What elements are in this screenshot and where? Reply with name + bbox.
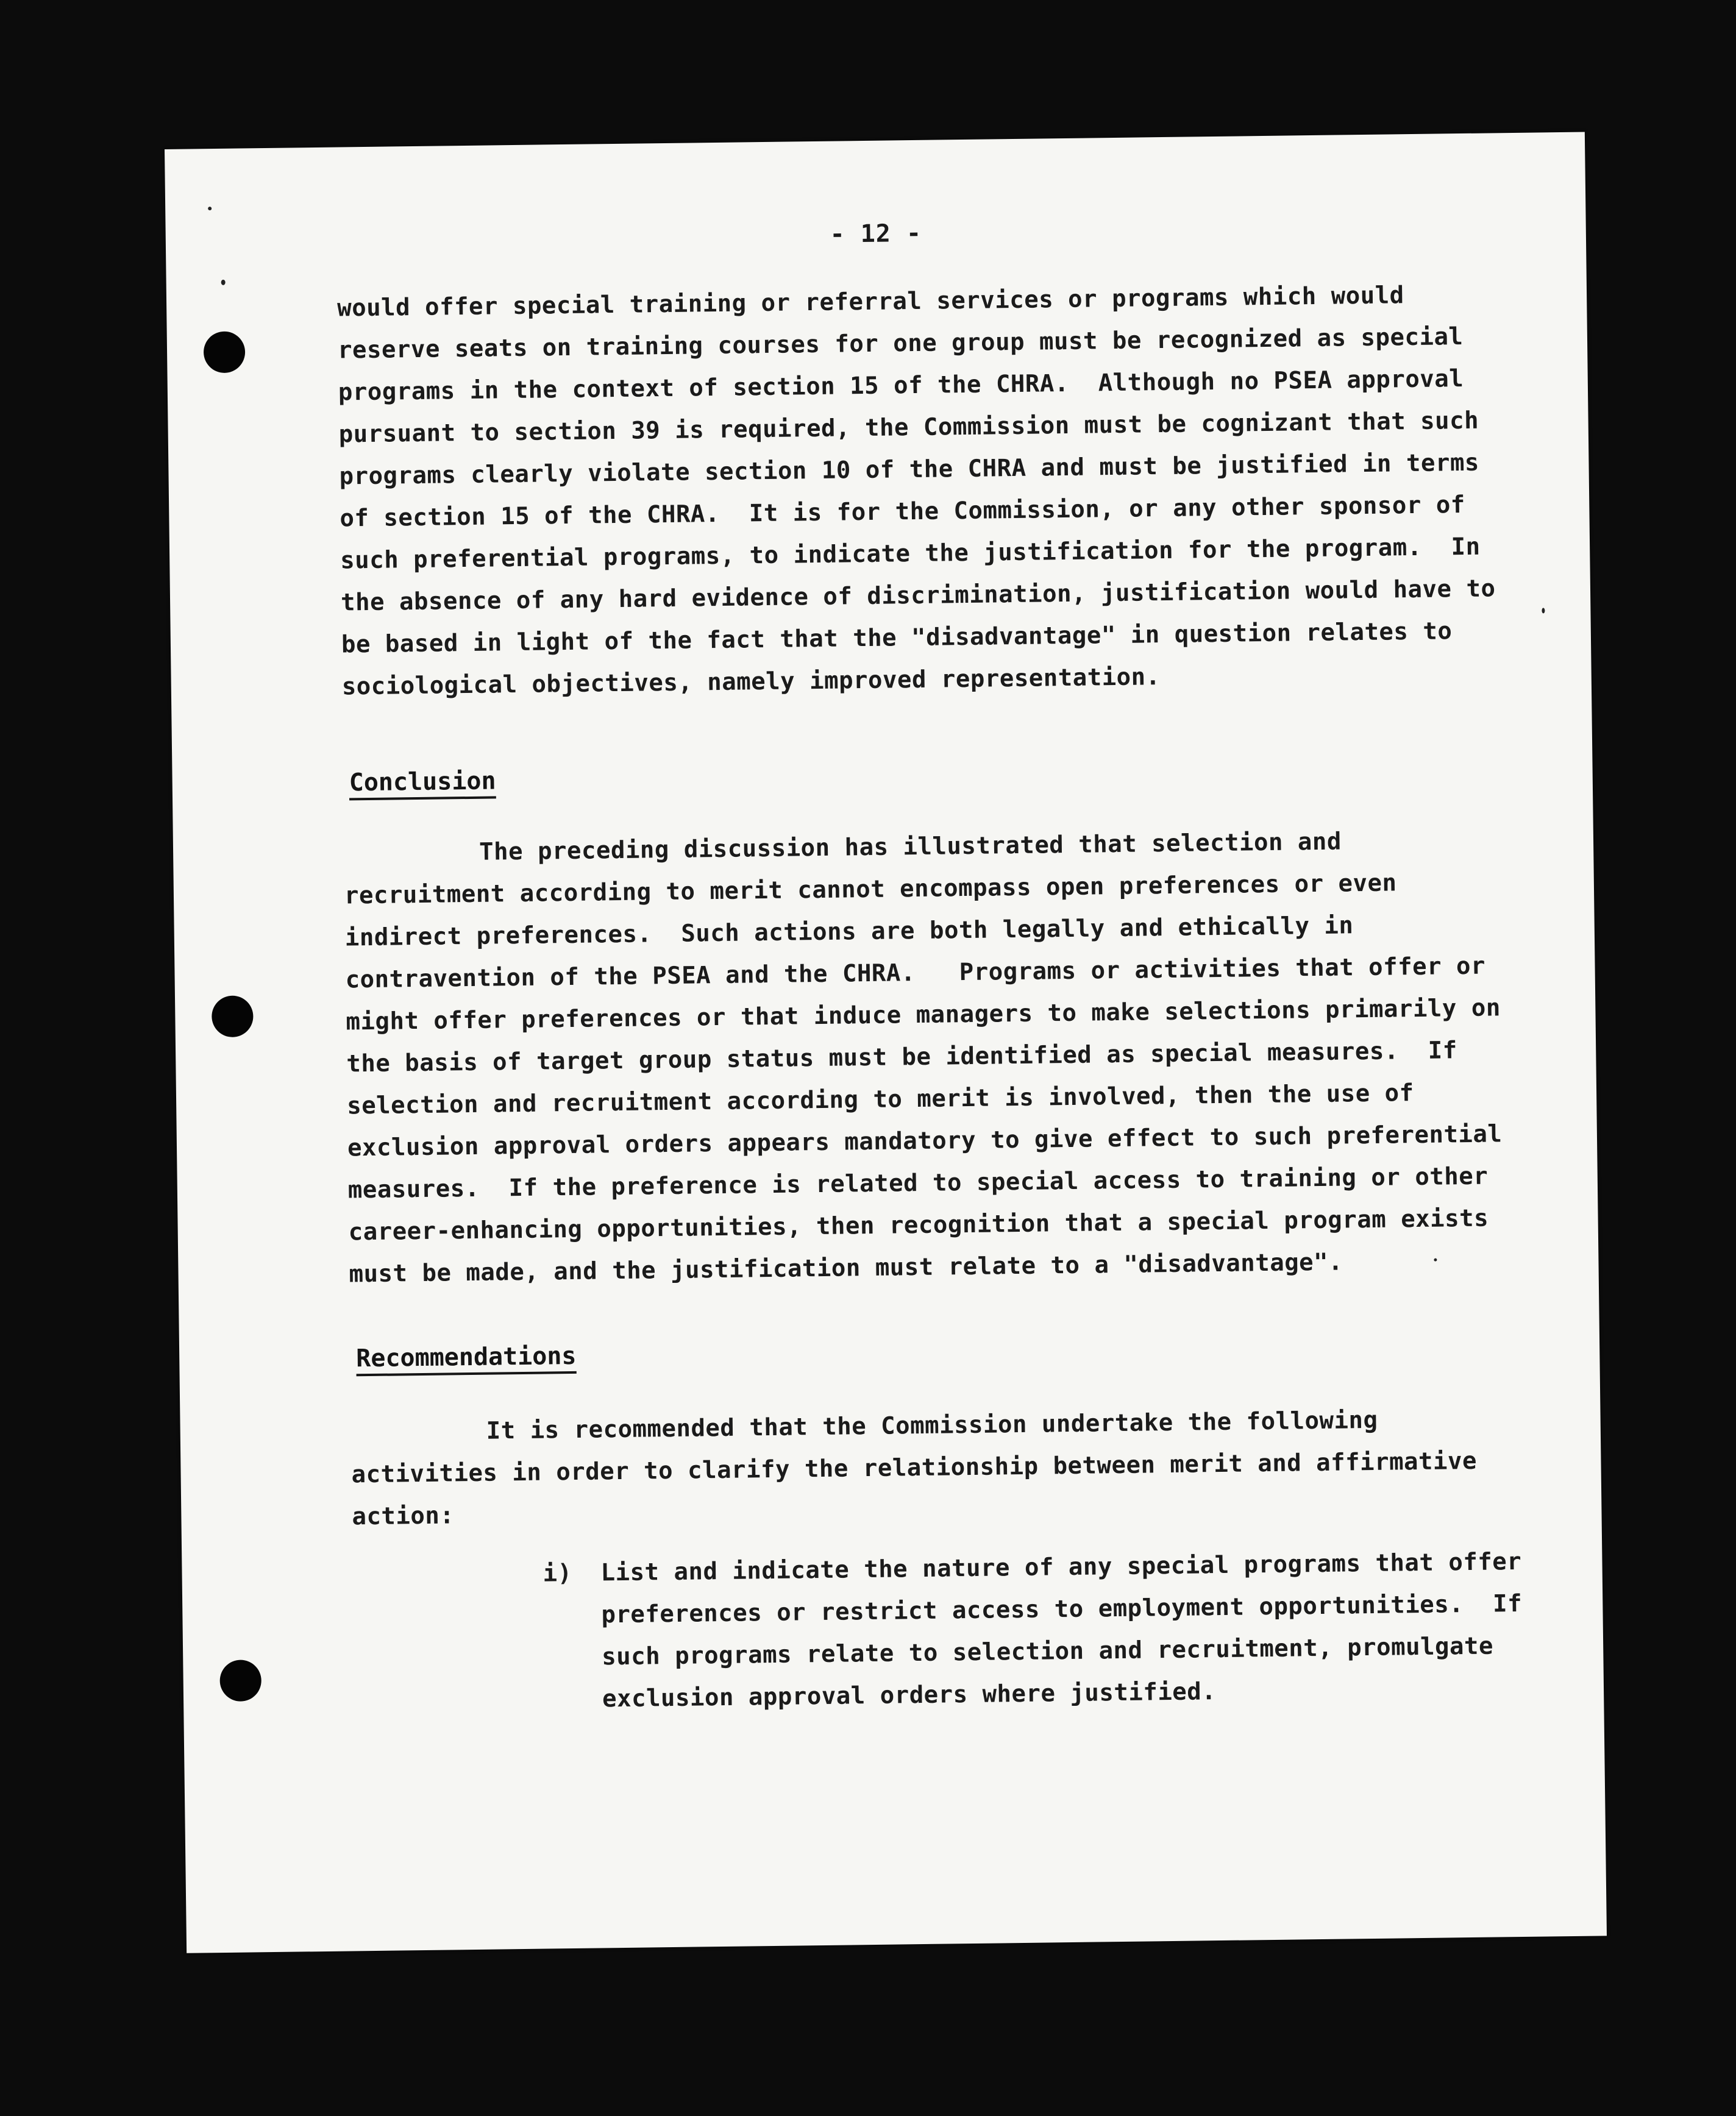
text-line: such programs relate to selection and recruitment, promulgate: [602, 1632, 1494, 1671]
text-line: the absence of any hard evidence of discrimination, justification would have to: [340, 575, 1496, 617]
punch-hole: [204, 331, 246, 373]
text-line: The preceding discussion has illustrated that selection and: [478, 828, 1342, 866]
text-line: action:: [352, 1502, 455, 1531]
text-line: pursuant to section 39 is required, the Commission must be cognizant that such: [338, 407, 1479, 449]
recommendations-heading: Recommendations: [355, 1341, 577, 1373]
list-marker: i): [542, 1560, 572, 1588]
text-line: It is recommended that the Commission undertake the following: [486, 1406, 1378, 1445]
text-line: the basis of target group status must be identified as special measures. If: [346, 1037, 1457, 1078]
text-line: recruitment according to merit cannot encompass open preferences or even: [344, 869, 1397, 910]
text-line: activities in order to clarify the relationship between merit and affirmative: [351, 1447, 1478, 1489]
conclusion-heading: Conclusion: [349, 767, 496, 797]
text-line: List and indicate the nature of any special programs that offer: [600, 1547, 1522, 1587]
text-line: preferences or restrict access to employment opportunities. If: [601, 1589, 1523, 1629]
punch-hole: [219, 1660, 261, 1702]
document-page: [165, 132, 1607, 1953]
text-line: exclusion approval orders where justified.: [602, 1678, 1217, 1713]
paragraph-continued: [337, 273, 1500, 708]
recommendation-item: [542, 1541, 1523, 1713]
text-line: programs in the context of section 15 of the CHRA. Although no PSEA approval: [338, 364, 1464, 407]
conclusion-paragraph: [344, 818, 1507, 1295]
text-line: indirect preferences. Such actions are both legally and ethically in: [344, 912, 1354, 952]
page-number: - 12 -: [830, 219, 922, 249]
speck-mark: [221, 280, 226, 285]
speck-mark: [208, 207, 212, 210]
text-line: selection and recruitment according to merit is involved, then the use of: [346, 1079, 1414, 1120]
text-line: must be made, and the justification must relate to a "disadvantage".: [349, 1248, 1343, 1288]
text-line: be based in light of the fact that the "disadvantage" in question relates to: [341, 617, 1453, 659]
speck-mark: [1542, 608, 1545, 613]
punch-hole: [212, 995, 254, 1037]
text-line: sociological objectives, namely improved representation.: [341, 663, 1161, 701]
text-line: reserve seats on training courses for one group must be recognized as special: [337, 322, 1464, 364]
recommendations-paragraph: [350, 1397, 1510, 1538]
text-line: would offer special training or referral services or programs which would: [336, 282, 1404, 322]
text-line: of section 15 of the CHRA. It is for the Commission, or any other sponsor of: [340, 491, 1466, 533]
text-line: measures. If the preference is related to special access to training or other: [347, 1162, 1489, 1204]
text-line: programs clearly violate section 10 of the CHRA and must be justified in terms: [339, 449, 1480, 491]
text-line: might offer preferences or that induce managers to make selections primarily on: [346, 994, 1501, 1036]
text-line: exclusion approval orders appears mandatory to give effect to such preferential: [347, 1120, 1503, 1162]
text-line: career-enhancing opportunities, then recognition that a special program exists: [348, 1204, 1489, 1246]
text-line: such preferential programs, to indicate the justification for the program. In: [340, 533, 1481, 575]
text-line: contravention of the PSEA and the CHRA. Programs or activities that offer or: [345, 952, 1486, 994]
recommendation-text: [600, 1541, 1523, 1720]
